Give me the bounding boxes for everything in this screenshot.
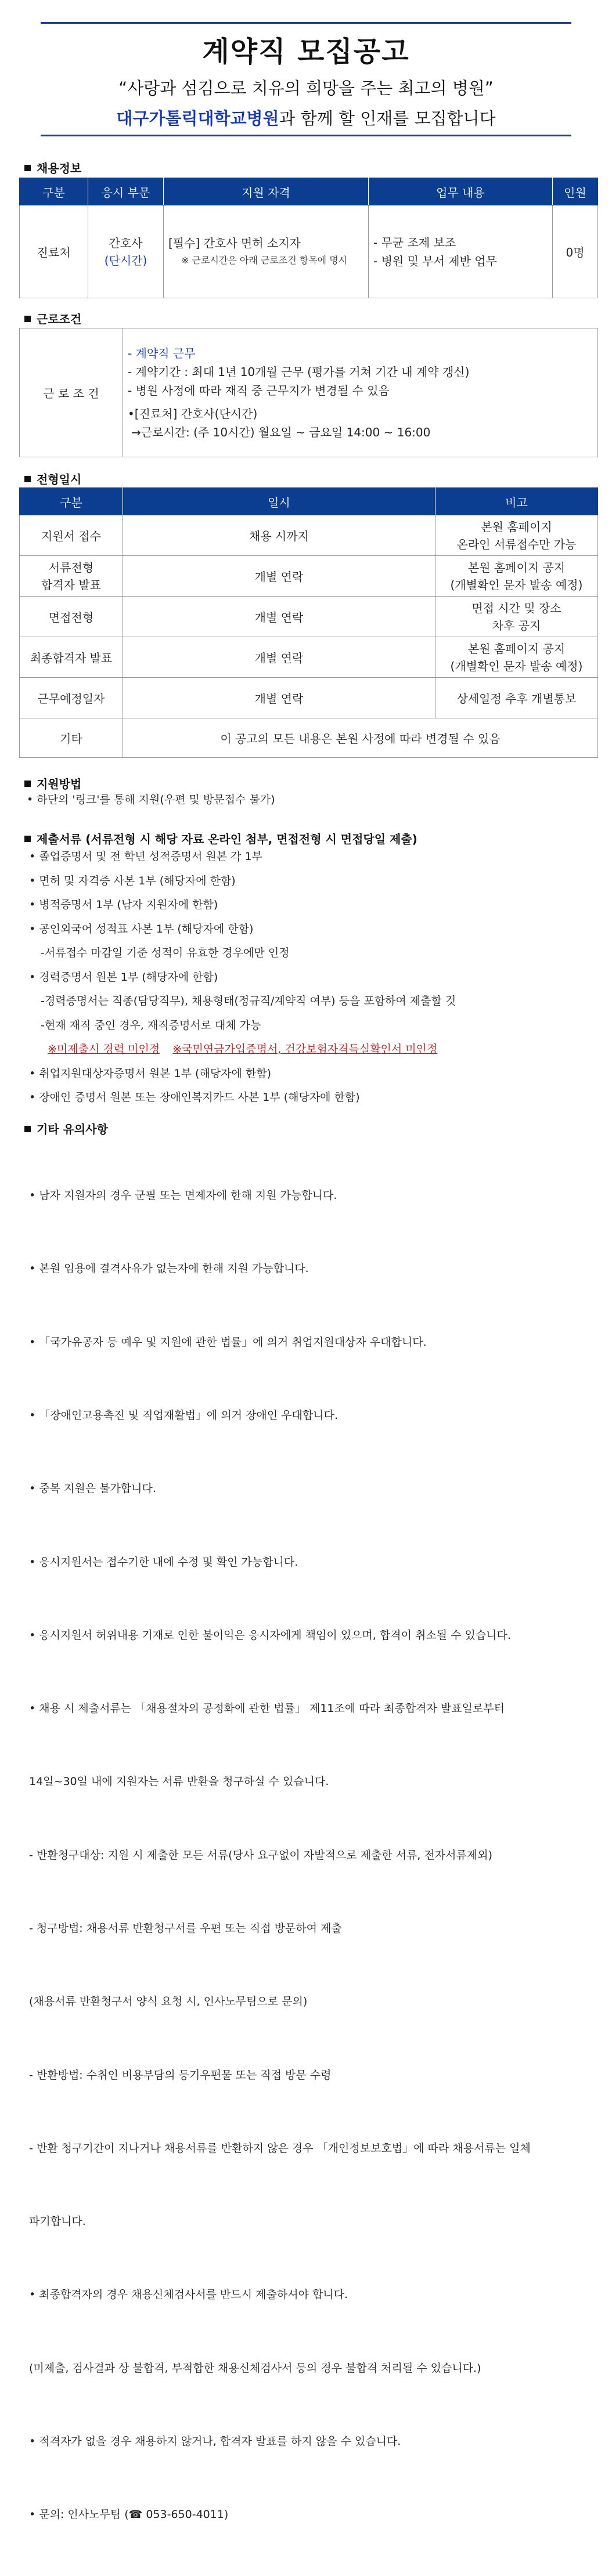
schedule-row — [20, 515, 598, 556]
condition-item: - 병원 사정에 따라 재직 중 근무지가 변경될 수 있음 — [128, 383, 390, 398]
conditions-table — [19, 328, 598, 457]
schedule-stage: 지원서 접수 — [20, 515, 123, 556]
note-item: • 본원 임용에 결격사유가 없는자에 한해 지원 가능합니다. — [29, 1262, 309, 1276]
doc-item: • 취업지원대상자증명서 원본 1부 (해당자에 한함) — [29, 1067, 272, 1080]
condition-item: •[진료처] 간호사(단시간) — [128, 406, 258, 421]
note-item: - 반환방법: 수취인 비용부담의 등기우편물 또는 직접 방문 수령 — [29, 2068, 332, 2082]
warning-text: ※국민연금가입증명서, 건강보험자격득실확인서 미인정 — [172, 1043, 438, 1056]
doc-warning — [29, 1038, 586, 1062]
note-item: - 반환청구대상: 지원 시 제출한 모든 서류(당사 요구없이 자발적으로 제출한 서류, 전자서류제외) — [29, 1848, 493, 1862]
note-item: • 최종합격자의 경우 채용신체검사서를 반드시 제출하셔야 합니다. — [29, 2288, 348, 2302]
note-line: 본원 홈페이지 — [481, 519, 552, 534]
note-line: (개별확인 문자 발송 예정) — [450, 577, 583, 592]
note-item: - 반환 청구기간이 지나거나 채용서류를 반환하지 않은 경우 「개인정보보호법」에 따라 채용서류는 일체 — [29, 2141, 531, 2155]
doc-item: • 졸업증명서 및 전 학년 성적증명서 원본 각 1부 — [29, 850, 262, 863]
warning-text: ※미제출시 경력 미인정 — [48, 1043, 160, 1056]
recruit-duties — [369, 205, 553, 298]
page-title: 계약직 모집공고 — [202, 35, 410, 68]
note-item: • 「장애인고용촉진 및 직업재활법」에 의거 장애인 우대합니다. — [29, 1409, 338, 1422]
conditions-label: 근 로 조 건 — [20, 328, 123, 457]
qual-required: [필수] 간호사 면허 소지자 — [168, 236, 301, 250]
note-item: 14일~30일 내에 지원자는 서류 반환을 청구하실 수 있습니다. — [29, 1775, 329, 1789]
schedule-etc-text: 이 공고의 모든 내용은 본원 사정에 따라 변경될 수 있음 — [123, 718, 598, 758]
doc-item: • 공인외국어 성적표 사본 1부 (해당자에 한함) — [29, 922, 254, 935]
condition-item: - 계약기간 : 최대 1년 10개월 근무 (평가를 거쳐 기간 내 계약 갱신) — [128, 364, 470, 379]
square-bullet-icon — [24, 476, 31, 482]
apply-list — [27, 788, 584, 812]
section-conditions-title: 근로조건 — [37, 312, 82, 326]
condition-item: - 계약직 근무 — [128, 346, 196, 360]
note-item: (채용서류 반환청구서 양식 요청 시, 인사노무팀으로 문의) — [29, 1995, 308, 2008]
docs-list — [29, 845, 586, 1110]
col-header: 구분 — [20, 178, 88, 205]
schedule-table — [19, 487, 598, 758]
col-header: 일시 — [123, 488, 435, 515]
square-bullet-icon — [24, 165, 31, 171]
section-apply-title: 지원방법 — [37, 777, 82, 791]
col-header: 응시 부문 — [88, 178, 164, 205]
recruit-category: 진료처 — [20, 205, 88, 298]
col-header: 지원 자격 — [164, 178, 369, 205]
note-line: 본원 홈페이지 공지 — [467, 560, 566, 575]
note-item: - 청구방법: 채용서류 반환청구서를 우편 또는 직접 방문하여 제출 — [29, 1922, 342, 1935]
notes-list — [29, 1135, 586, 2576]
title-rule — [41, 135, 571, 136]
schedule-note — [435, 515, 598, 556]
doc-item: • 병적증명서 1부 (남자 지원자에 한함) — [29, 898, 218, 911]
recruit-row — [20, 205, 598, 298]
slogan: “사랑과 섬김으로 치유의 희망을 주는 최고의 병원” — [118, 78, 494, 98]
section-recruit — [24, 159, 81, 176]
schedule-date: 채용 시까지 — [123, 515, 435, 556]
col-header: 업무 내용 — [369, 178, 553, 205]
qual-note: ※ 근로시간은 아래 근로조건 항목에 명시 — [181, 254, 348, 266]
recruit-table — [19, 178, 598, 298]
condition-item: →근로시간: (주 10시간) 월요일 ~ 금요일 14:00 ~ 16:00 — [131, 425, 431, 439]
section-schedule — [24, 470, 81, 487]
schedule-date: 개별 연락 — [123, 597, 435, 637]
schedule-stage: 최종합격자 발표 — [20, 637, 123, 678]
note-line: 차후 공지 — [492, 618, 541, 633]
schedule-note — [435, 556, 598, 597]
field-sub: (단시간) — [104, 253, 147, 268]
section-conditions — [24, 310, 81, 327]
doc-item: -서류접수 마감일 기준 성적이 유효한 경우에만 인정 — [41, 946, 290, 959]
top-rule — [41, 22, 571, 24]
square-bullet-icon — [24, 781, 31, 787]
note-item: (미제출, 검사결과 상 불합격, 부적합한 채용신체검사서 등의 경우 불합격 처리될 수 있습니다.) — [29, 2361, 481, 2375]
note-item: • 응시지원서 허위내용 기재로 인한 불이익은 응시자에게 책임이 있으며, 합격이 취소될 수 있습니다. — [29, 1628, 511, 1642]
schedule-note — [435, 597, 598, 637]
recruit-header-row — [20, 178, 598, 205]
stage-line: 서류전형 — [48, 560, 94, 575]
schedule-date: 개별 연락 — [123, 556, 435, 597]
doc-item: • 경력증명서 원본 1부 (해당자에 한함) — [29, 970, 218, 984]
note-item: • 문의: 인사노무팀 (☎ 053-650-4011) — [29, 2508, 229, 2521]
section-docs-title: 제출서류 (서류전형 시 해당 자료 온라인 첨부, 면접전형 시 면접당일 제출) — [37, 832, 417, 846]
section-docs — [24, 830, 417, 847]
intro-rest: 과 함께 할 인재를 모집합니다 — [279, 109, 496, 128]
schedule-row — [20, 556, 598, 597]
conditions-row — [20, 328, 598, 457]
doc-item: -경력증명서는 직종(담당직무), 채용형태(정규직/계약직 여부) 등을 포함하여 제출할 것 — [41, 995, 456, 1007]
doc-item: • 면허 및 자격증 사본 1부 (해당자에 한함) — [29, 874, 236, 887]
note-line: (개별확인 문자 발송 예정) — [450, 659, 583, 673]
hospital-name: 대구가톨릭대학교병원 — [116, 109, 279, 128]
note-item: • 중복 지원은 불가합니다. — [29, 1482, 156, 1495]
schedule-stage — [20, 556, 123, 597]
note-line: 온라인 서류접수만 가능 — [456, 537, 577, 551]
col-header: 인원 — [553, 178, 598, 205]
col-header: 구분 — [20, 488, 123, 515]
doc-item: • 장애인 증명서 원본 또는 장애인복지카드 사본 1부 (해당자에 한함) — [29, 1091, 360, 1104]
field-name: 간호사 — [109, 236, 143, 250]
schedule-date: 개별 연락 — [123, 637, 435, 678]
schedule-header-row — [20, 488, 598, 515]
intro-line — [0, 106, 612, 129]
schedule-row — [20, 637, 598, 678]
duty-item: - 무균 조제 보조 — [373, 235, 456, 250]
schedule-row — [20, 597, 598, 637]
conditions-content — [123, 328, 598, 457]
square-bullet-icon — [24, 836, 31, 842]
note-item: • 적격자가 없을 경우 채용하지 않거나, 합격자 발표를 하지 않을 수 있습니다. — [29, 2434, 401, 2448]
schedule-note — [435, 637, 598, 678]
section-notes-title: 기타 유의사항 — [37, 1122, 108, 1136]
apply-method: • 하단의 '링크'를 통해 지원(우편 및 방문접수 불가) — [27, 793, 275, 806]
note-item: • 응시지원서는 접수기한 내에 수정 및 확인 가능합니다. — [29, 1555, 298, 1569]
schedule-stage: 면접전형 — [20, 597, 123, 637]
schedule-date: 개별 연락 — [123, 678, 435, 718]
col-header: 비고 — [435, 488, 598, 515]
note-item: • 채용 시 제출서류는 「채용절차의 공정화에 관한 법률」 제11조에 따라 최종합격자 발표일로부터 — [29, 1702, 505, 1715]
section-recruit-title: 채용정보 — [37, 161, 82, 175]
duty-item: - 병원 및 부서 제반 업무 — [373, 254, 497, 268]
doc-item: -현재 재직 중인 경우, 재직증명서로 대체 가능 — [41, 1018, 261, 1032]
schedule-row — [20, 678, 598, 718]
note-item: • 「국가유공자 등 예우 및 지원에 관한 법률」에 의거 취업지원대상자 우대합니다. — [29, 1335, 427, 1349]
note-item: • 남자 지원자의 경우 군필 또는 면제자에 한해 지원 가능합니다. — [29, 1189, 337, 1202]
square-bullet-icon — [24, 1126, 31, 1132]
note-item: 파기합니다. — [29, 2215, 86, 2228]
recruit-count: 0명 — [553, 205, 598, 298]
recruit-field — [88, 205, 164, 298]
section-schedule-title: 전형일시 — [37, 472, 82, 486]
note-line: 본원 홈페이지 공지 — [467, 641, 566, 656]
square-bullet-icon — [24, 316, 31, 322]
note-line: 면접 시간 및 장소 — [471, 601, 561, 615]
schedule-etc-label: 기타 — [20, 718, 123, 758]
schedule-stage: 근무예정일자 — [20, 678, 123, 718]
schedule-note: 상세일정 추후 개별통보 — [435, 678, 598, 718]
schedule-etc-row — [20, 718, 598, 758]
recruit-qualification — [164, 205, 369, 298]
stage-line: 합격자 발표 — [41, 577, 101, 592]
